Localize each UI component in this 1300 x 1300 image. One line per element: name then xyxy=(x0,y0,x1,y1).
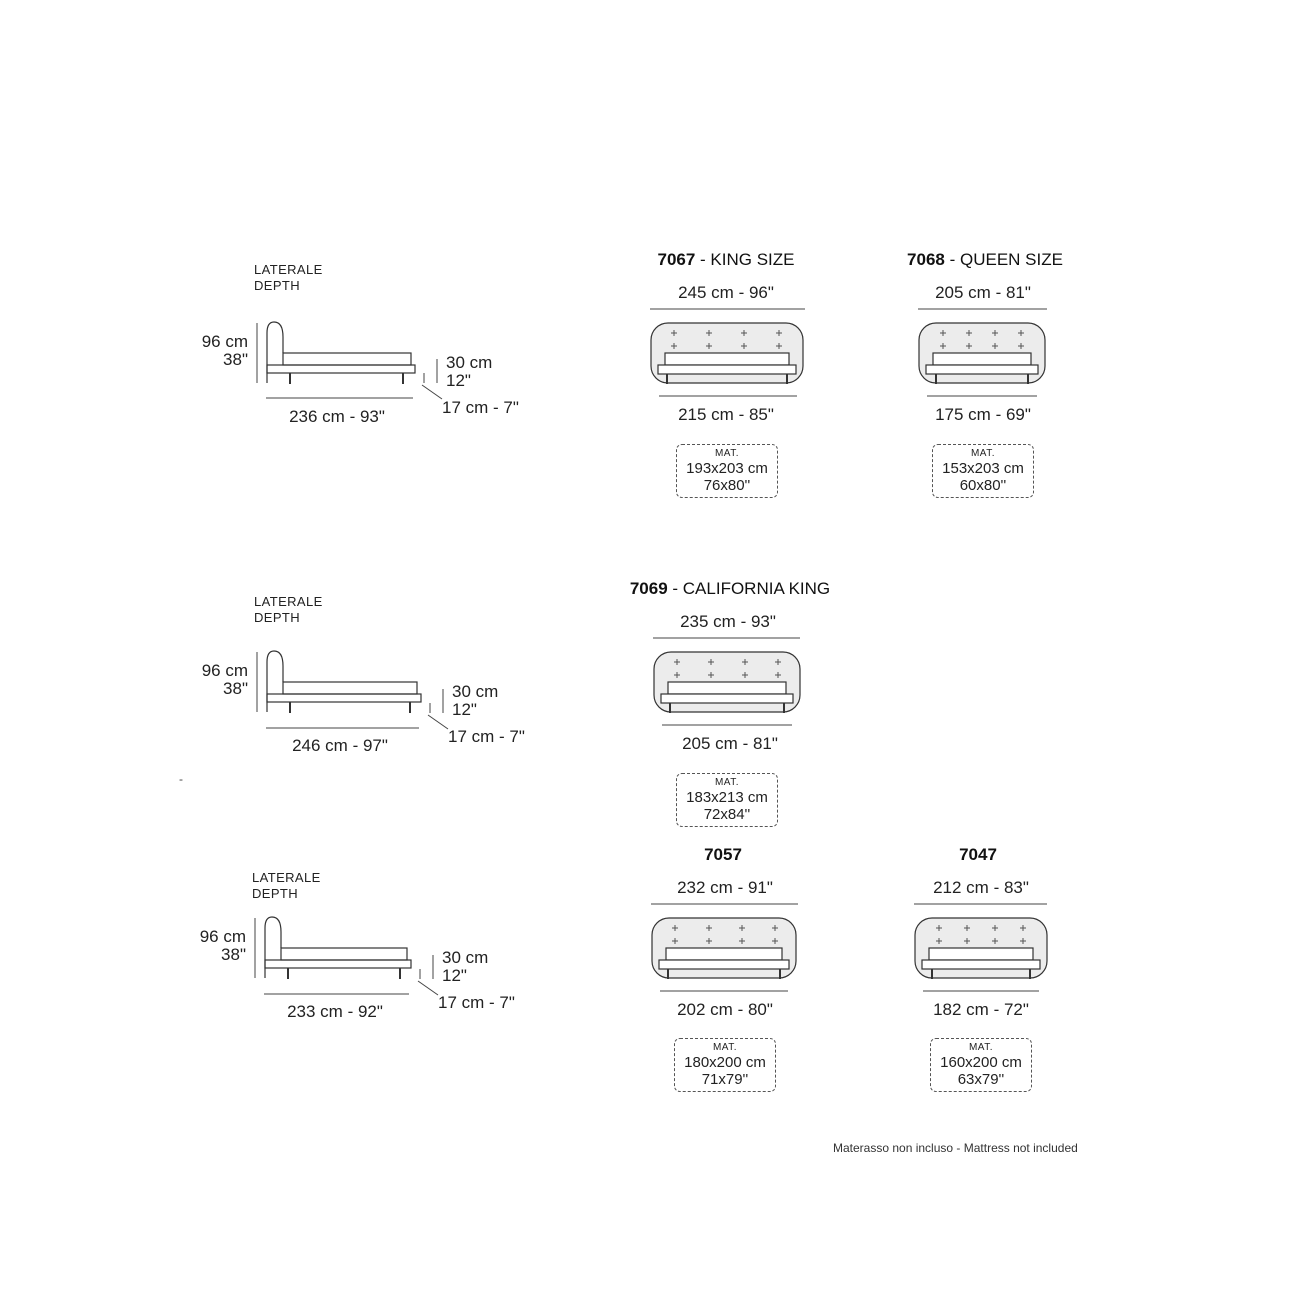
front-7057-title: 7057 xyxy=(704,845,742,864)
front-7047-width: 212 cm - 83" xyxy=(933,878,1029,897)
front-7069-drawing xyxy=(648,637,808,727)
front-7068-title: 7068 - QUEEN SIZE xyxy=(907,250,1063,269)
side-view-2-label: LATERALE DEPTH xyxy=(254,594,323,625)
front-7068-width: 205 cm - 81" xyxy=(935,283,1031,302)
side-view-3-length: 233 cm - 92" xyxy=(287,1002,383,1021)
front-7067-width: 245 cm - 96" xyxy=(678,283,774,302)
front-7067-mattress: MAT. 193x203 cm 76x80'' xyxy=(676,444,778,498)
front-7057-drawing xyxy=(646,903,806,993)
front-7069-mattress: MAT. 183x213 cm 72x84'' xyxy=(676,773,778,827)
front-7057-width: 232 cm - 91" xyxy=(677,878,773,897)
side-view-2-foot: 17 cm - 7" xyxy=(448,727,525,746)
side-view-1-height: 96 cm 38" xyxy=(201,332,248,369)
front-7069-title: 7069 - CALIFORNIA KING xyxy=(629,579,831,598)
side-view-1-bed-height: 30 cm 12" xyxy=(446,353,493,390)
front-7069-inner-width: 205 cm - 81" xyxy=(682,734,778,753)
side-view-1-foot: 17 cm - 7" xyxy=(442,398,519,417)
side-view-2-bed-height: 30 cm 12" xyxy=(452,682,499,719)
stray-mark: - xyxy=(179,772,183,786)
side-view-1-label: LATERALE DEPTH xyxy=(254,262,323,293)
front-7068-mattress: MAT. 153x203 cm 60x80'' xyxy=(932,444,1034,498)
front-7067-inner-width: 215 cm - 85" xyxy=(678,405,774,424)
side-view-1-length: 236 cm - 93" xyxy=(289,407,385,426)
side-view-3-label: LATERALE DEPTH xyxy=(252,870,321,901)
side-view-2-height: 96 cm 38" xyxy=(201,661,248,698)
front-7069-width: 235 cm - 93" xyxy=(680,612,776,631)
front-7068-drawing xyxy=(913,308,1053,398)
front-7047-mattress: MAT. 160x200 cm 63x79'' xyxy=(930,1038,1032,1092)
front-7047-inner-width: 182 cm - 72" xyxy=(933,1000,1029,1019)
side-view-2-length: 246 cm - 97" xyxy=(292,736,388,755)
front-7067-drawing xyxy=(645,308,815,398)
side-view-3-height: 96 cm 38" xyxy=(199,927,246,964)
front-7047-drawing xyxy=(909,903,1054,993)
side-view-3-bed-height: 30 cm 12" xyxy=(442,948,489,985)
front-7067-title: 7067 - KING SIZE xyxy=(657,250,795,269)
side-view-3-foot: 17 cm - 7" xyxy=(438,993,515,1012)
front-7068-inner-width: 175 cm - 69" xyxy=(935,405,1031,424)
front-7057-mattress: MAT. 180x200 cm 71x79'' xyxy=(674,1038,776,1092)
front-7057-inner-width: 202 cm - 80" xyxy=(677,1000,773,1019)
footer-note: Materasso non incluso - Mattress not included xyxy=(833,1141,1078,1155)
front-7047-title: 7047 xyxy=(959,845,997,864)
